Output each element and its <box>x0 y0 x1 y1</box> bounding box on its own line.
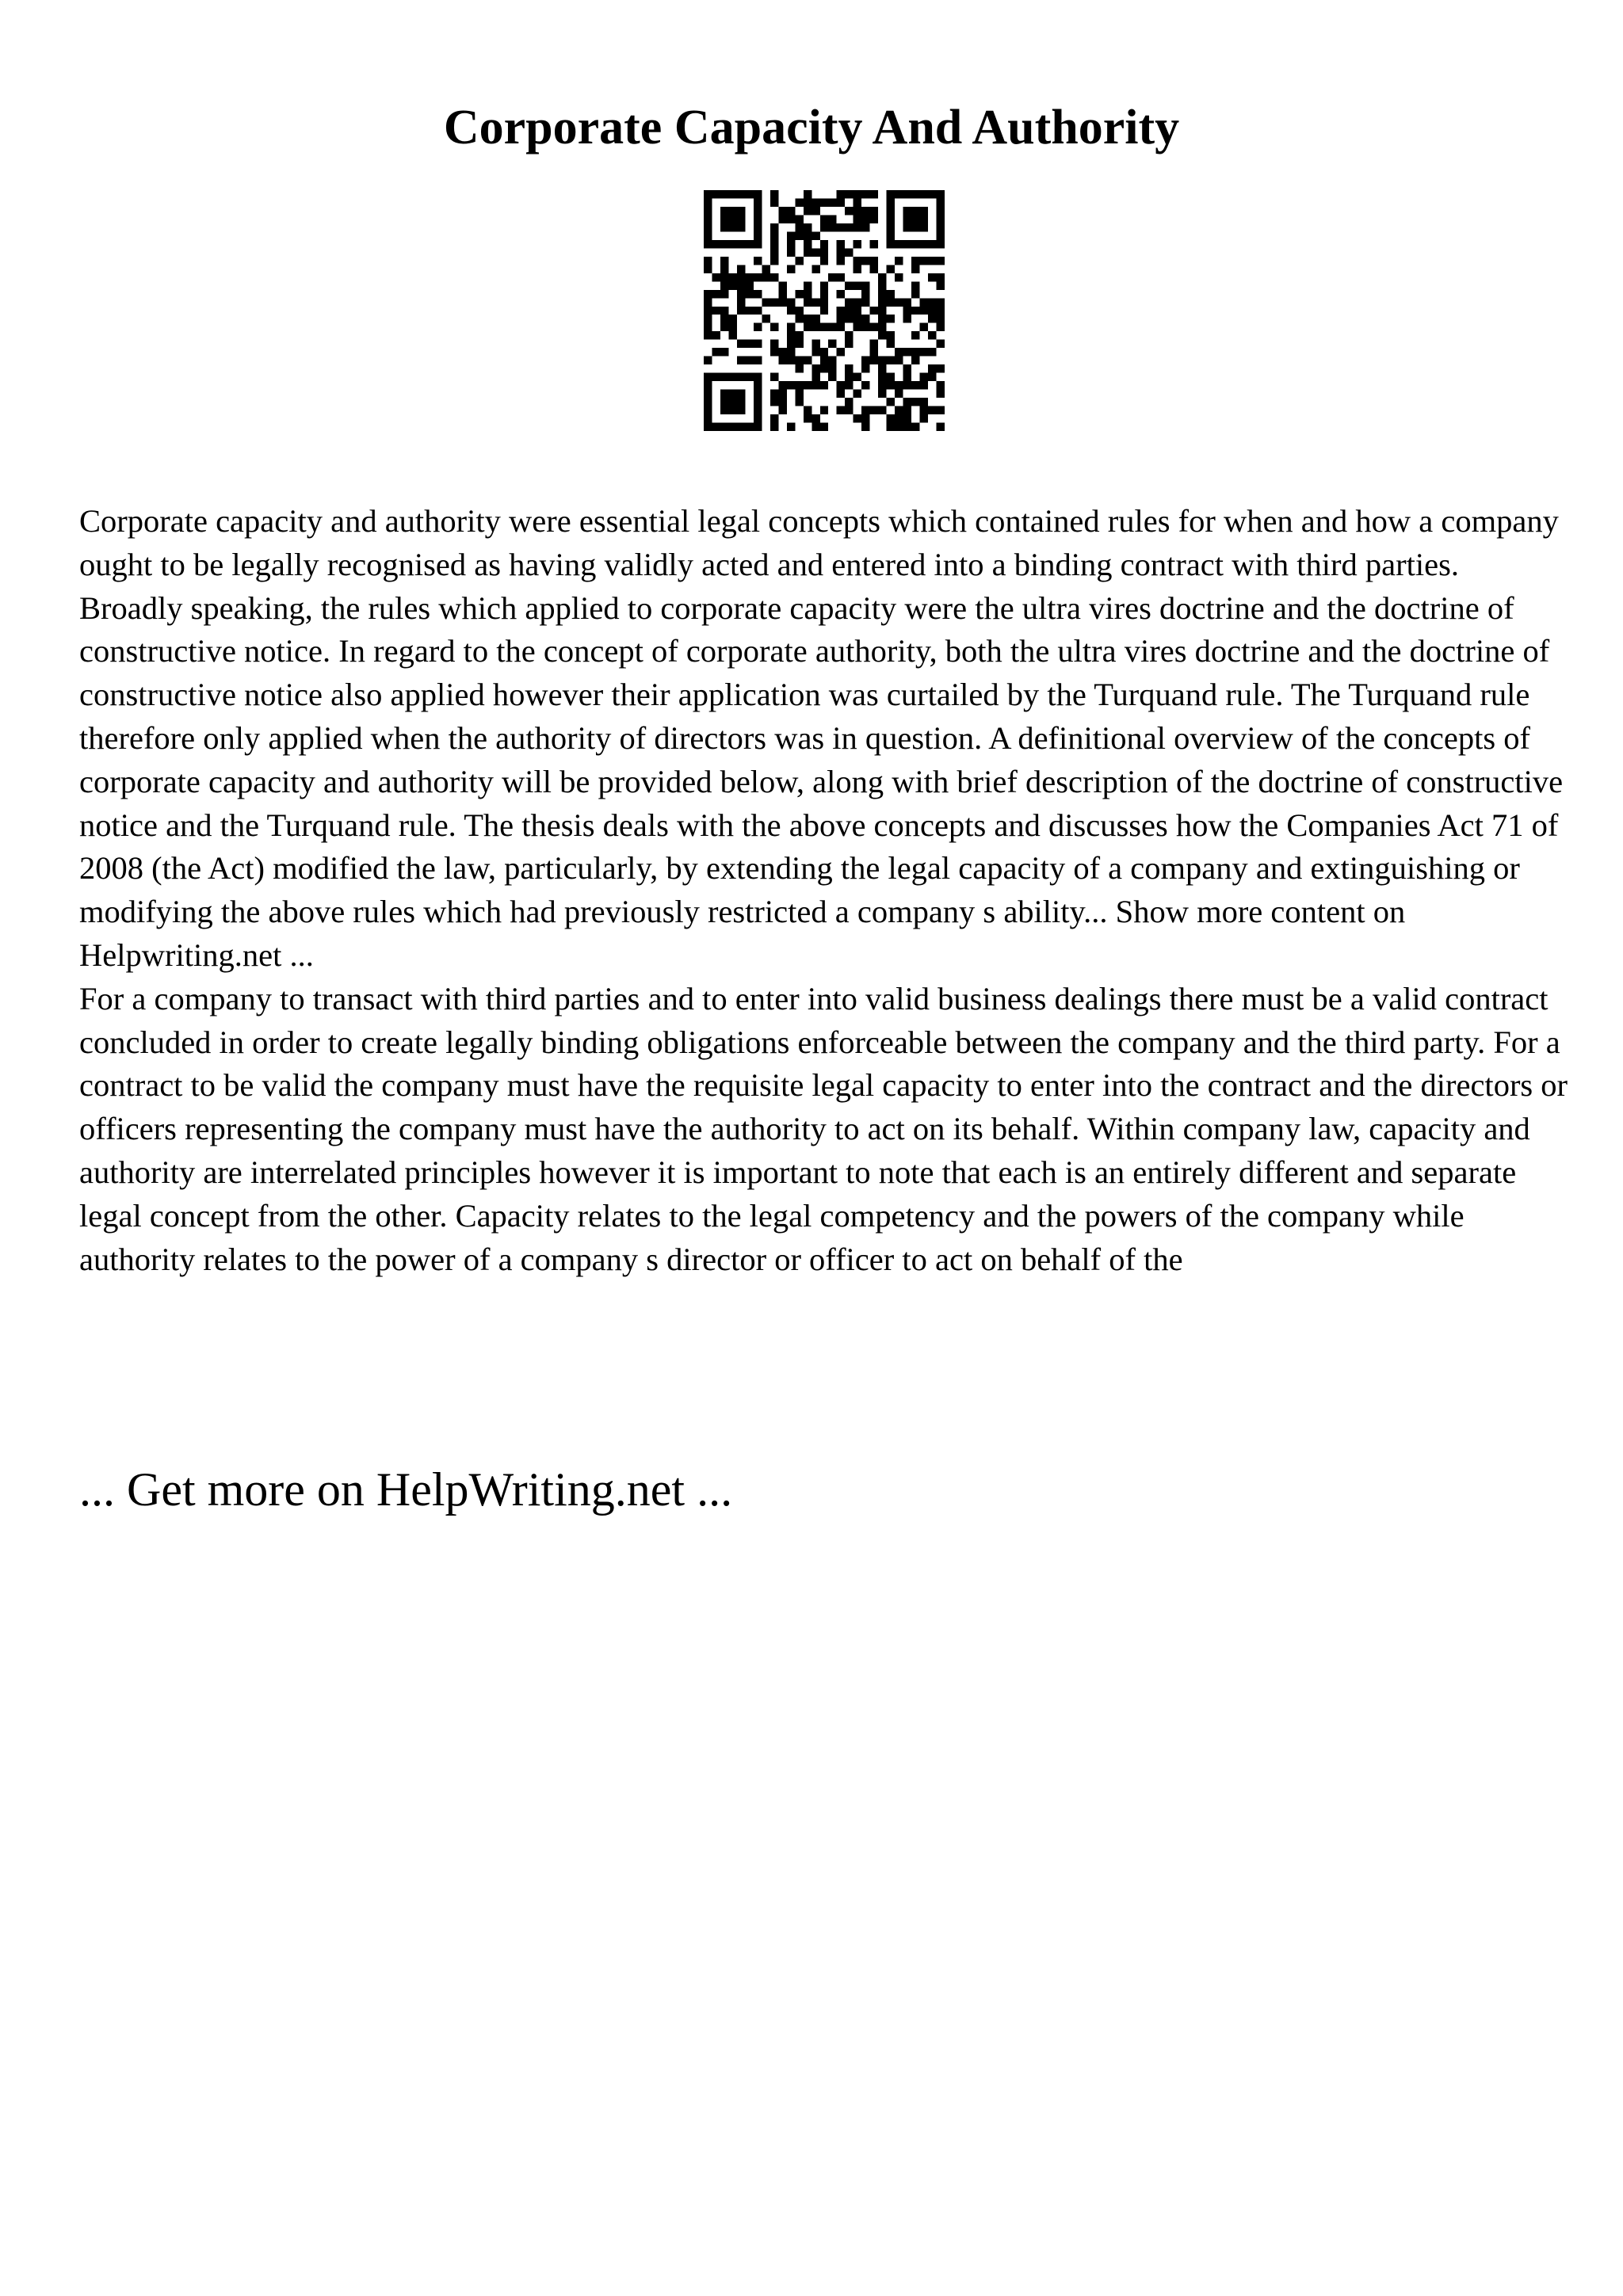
paragraph-1: Corporate capacity and authority were essential legal concepts which contained rules for when and how a company ought to be legally recognised as having validly acted and entered into a binding contract with third parties. Broadly speaking, the rules which applied to corporate capacity were the ultra vires doctrine and the doctrine of constructive notice. In regard to the concept of corporate authority, both the ultra vires doctrine and the doctrine of constructive notice also applied however their application was curtailed by the Turquand rule. The Turquand rule therefore only applied when the authority of directors was in question. A definitional overview of the concepts of corporate capacity and authority will be provided below, along with brief description of the doctrine of constructive notice and the Turquand rule. The thesis deals with the above concepts and discusses how the Companies Act 71 of 2008 (the Act) modified the law, particularly, by extending the legal capacity of a company and extinguishing or modifying the above rules which had previously restricted a company s ability... Show more content on Helpwriting.net ... <box>79 503 1564 973</box>
page-title: Corporate Capacity And Authority <box>443 101 1180 154</box>
body-text <box>79 500 1569 1281</box>
qr-code <box>704 190 945 431</box>
paragraph-2: For a company to transact with third parties and to enter into valid business dealings there must be a valid contract concluded in order to create legally binding obligations enforceable between the company and the third party. For a contract to be valid the company must have the requisite legal capacity to enter into the contract and the directors or officers representing the company must have the authority to act on its behalf. Within company law, capacity and authority are interrelated principles however it is important to note that each is an entirely different and separate legal concept from the other. Capacity relates to the legal competency and the powers of the company while authority relates to the power of a company s director or officer to act on behalf of the <box>79 980 1568 1277</box>
get-more-link[interactable]: ... Get more on HelpWriting.net ... <box>79 1463 733 1516</box>
